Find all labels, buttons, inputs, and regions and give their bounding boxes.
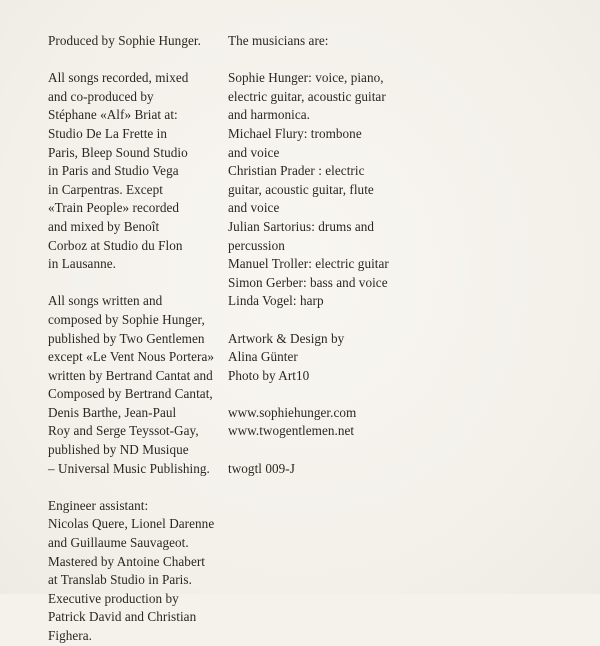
text-line: Fighera. xyxy=(48,628,92,643)
text-line: Composed by Bertrand Cantat, xyxy=(48,386,213,402)
text-line: Linda Vogel: harp xyxy=(228,293,324,309)
text-line: Mastered by Antoine Chabert xyxy=(48,553,205,569)
text-line: in Paris and Studio Vega xyxy=(48,163,179,179)
catalog-number xyxy=(228,460,398,479)
text-line: published by Two Gentlemen xyxy=(48,330,205,346)
text-line: composed by Sophie Hunger, xyxy=(48,311,205,327)
text-line: percussion xyxy=(228,237,285,253)
text-line: in Carpentras. Except xyxy=(48,181,163,197)
text-line: Christian Prader : electric xyxy=(228,163,365,179)
songwriting-credits xyxy=(48,292,218,478)
text-line: Executive production by xyxy=(48,590,179,606)
text-line: Patrick David and Christian xyxy=(48,609,197,625)
artwork-credits xyxy=(228,330,398,386)
right-column xyxy=(228,32,398,478)
musicians-list xyxy=(228,69,398,311)
text-line: The musicians are: xyxy=(228,33,329,48)
text-line: Nicolas Quere, Lionel Darenne xyxy=(48,516,215,532)
text-line: electric guitar, acoustic guitar xyxy=(228,88,386,104)
text-line: Manuel Troller: electric guitar xyxy=(228,256,389,272)
text-line: guitar, acoustic guitar, flute xyxy=(228,181,374,197)
text-line: Studio De La Frette in xyxy=(48,125,168,141)
text-line: – Universal Music Publishing. xyxy=(48,460,210,476)
text-line: All songs recorded, mixed xyxy=(48,70,189,86)
website-url: www.sophiehunger.com xyxy=(228,404,357,420)
text-line: «Train People» recorded xyxy=(48,200,180,216)
text-line: and mixed by Benoît xyxy=(48,218,160,234)
text-line: at Translab Studio in Paris. xyxy=(48,572,192,588)
text-line: Michael Flury: trombone xyxy=(228,125,362,141)
text-line: and harmonica. xyxy=(228,107,310,123)
text-line: Sophie Hunger: voice, piano, xyxy=(228,70,384,86)
text-line: and voice xyxy=(228,200,280,216)
text-line: Photo by Art10 xyxy=(228,367,310,383)
website-links xyxy=(228,404,398,441)
text-line: and co-produced by xyxy=(48,88,154,104)
text-line: Simon Gerber: bass and voice xyxy=(228,274,388,290)
text-line: All songs written and xyxy=(48,293,163,309)
text-line: Denis Barthe, Jean-Paul xyxy=(48,404,177,420)
text-line: Julian Sartorius: drums and xyxy=(228,218,375,234)
text-line: Corboz at Studio du Flon xyxy=(48,237,183,253)
text-line: in Lausanne. xyxy=(48,256,116,272)
text-line: published by ND Musique xyxy=(48,442,189,458)
website-url: www.twogentlemen.net xyxy=(228,423,355,439)
text-line: Produced by Sophie Hunger. xyxy=(48,33,201,48)
text-line: written by Bertrand Cantat and xyxy=(48,367,213,383)
text-line: Artwork & Design by xyxy=(228,330,345,346)
text-line: and voice xyxy=(228,144,280,160)
text-line: twogtl 009-J xyxy=(228,460,295,476)
left-column xyxy=(48,32,218,646)
text-line: Stéphane «Alf» Briat at: xyxy=(48,107,178,123)
text-line: except «Le Vent Nous Portera» xyxy=(48,349,215,365)
text-line: and Guillaume Sauvageot. xyxy=(48,535,189,551)
text-line: Engineer assistant: xyxy=(48,497,149,513)
musicians-heading xyxy=(228,32,398,51)
producer-credit xyxy=(48,32,218,51)
recording-credits xyxy=(48,69,218,274)
text-line: Roy and Serge Teyssot-Gay, xyxy=(48,423,199,439)
text-line: Paris, Bleep Sound Studio xyxy=(48,144,188,160)
engineering-credits xyxy=(48,497,218,646)
text-line: Alina Günter xyxy=(228,349,298,365)
